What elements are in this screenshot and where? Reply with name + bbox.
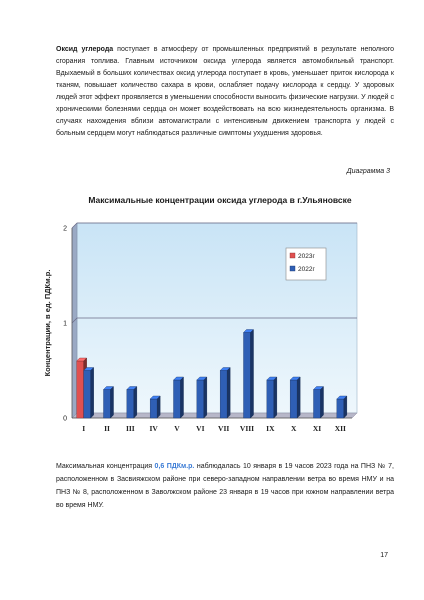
legend-swatch — [290, 253, 295, 258]
bar — [290, 377, 300, 418]
bar-chart — [34, 218, 394, 438]
legend-swatch — [290, 266, 295, 271]
bar — [174, 377, 184, 418]
diagram-label: Диаграмма 3 — [346, 168, 390, 175]
chart-title: Максимальные концентрации оксида углерода в г.Ульяновске — [88, 195, 352, 205]
summary-value: 0,6 ПДКм.р. — [154, 463, 195, 470]
summary-paragraph — [56, 460, 394, 512]
summary-after: наблюдалась 10 января в 19 часов 2023 года на ПНЗ № 7, расположенном в Засвияжском районе при северо-западном направлении ветра во время НМУ и на ПНЗ № 8, расположенном в Заволжском районе 23 января в 19 часов при южном направлении ветра во время НМУ. — [56, 463, 395, 509]
bar — [150, 396, 160, 418]
x-tick-label: VIII — [239, 424, 255, 433]
x-tick-label: VII — [218, 424, 230, 433]
bar — [314, 387, 324, 419]
bar — [337, 396, 347, 418]
bar — [220, 368, 230, 419]
bar — [197, 377, 207, 418]
x-tick-label: IV — [149, 424, 158, 433]
intro-text: поступает в атмосферу от промышленных предприятий в результате неполного сгорания топлива. Главным источником оксида углерода является автомобильный транспорт. Вдыхаемый в больших количествах оксид углерода поступает в кровь, уменьшает приток кислорода к тканям, повышает количество сахара в крови, ослабляет подачу кислорода к сердцу. У здоровых людей этот эффект проявляется в уменьшении способности выносить физические нагрузки. У людей с хроническими болезнями сердца он может воздействовать на всю жизнедеятельность организма. В случаях нахождения вблизи автомагистрали с интенсивным движением транспорта у людей с больным сердцем могут наблюдаться различные симптомы ухудшения здоровья. — [56, 46, 395, 137]
x-tick-label: VI — [196, 424, 205, 433]
intro-lead: Оксид углерода — [56, 46, 114, 53]
x-tick-label: III — [125, 424, 135, 433]
x-tick-label: II — [104, 424, 110, 433]
y-axis-label: Концентрации, в ед. ПДКм.р. — [43, 269, 52, 377]
bar — [127, 387, 137, 419]
bar — [104, 387, 114, 419]
summary-before: Максимальная концентрация — [56, 463, 155, 470]
bar — [267, 377, 277, 418]
bar — [244, 330, 254, 419]
y-tick-label: 2 — [63, 225, 67, 233]
x-tick-label: IX — [266, 424, 275, 433]
intro-paragraph — [56, 44, 394, 140]
x-tick-label: V — [174, 424, 180, 433]
x-tick-label: XI — [312, 424, 322, 433]
y-tick-label: 1 — [63, 320, 67, 328]
legend-label: 2022г — [298, 266, 315, 273]
x-tick-label: X — [290, 424, 297, 433]
bar — [84, 368, 94, 419]
x-tick-label: I — [82, 424, 86, 433]
y-tick-label: 0 — [63, 415, 67, 423]
legend-label: 2023г — [298, 253, 315, 260]
page-number: 17 — [380, 552, 388, 559]
x-tick-label: XII — [334, 424, 346, 433]
